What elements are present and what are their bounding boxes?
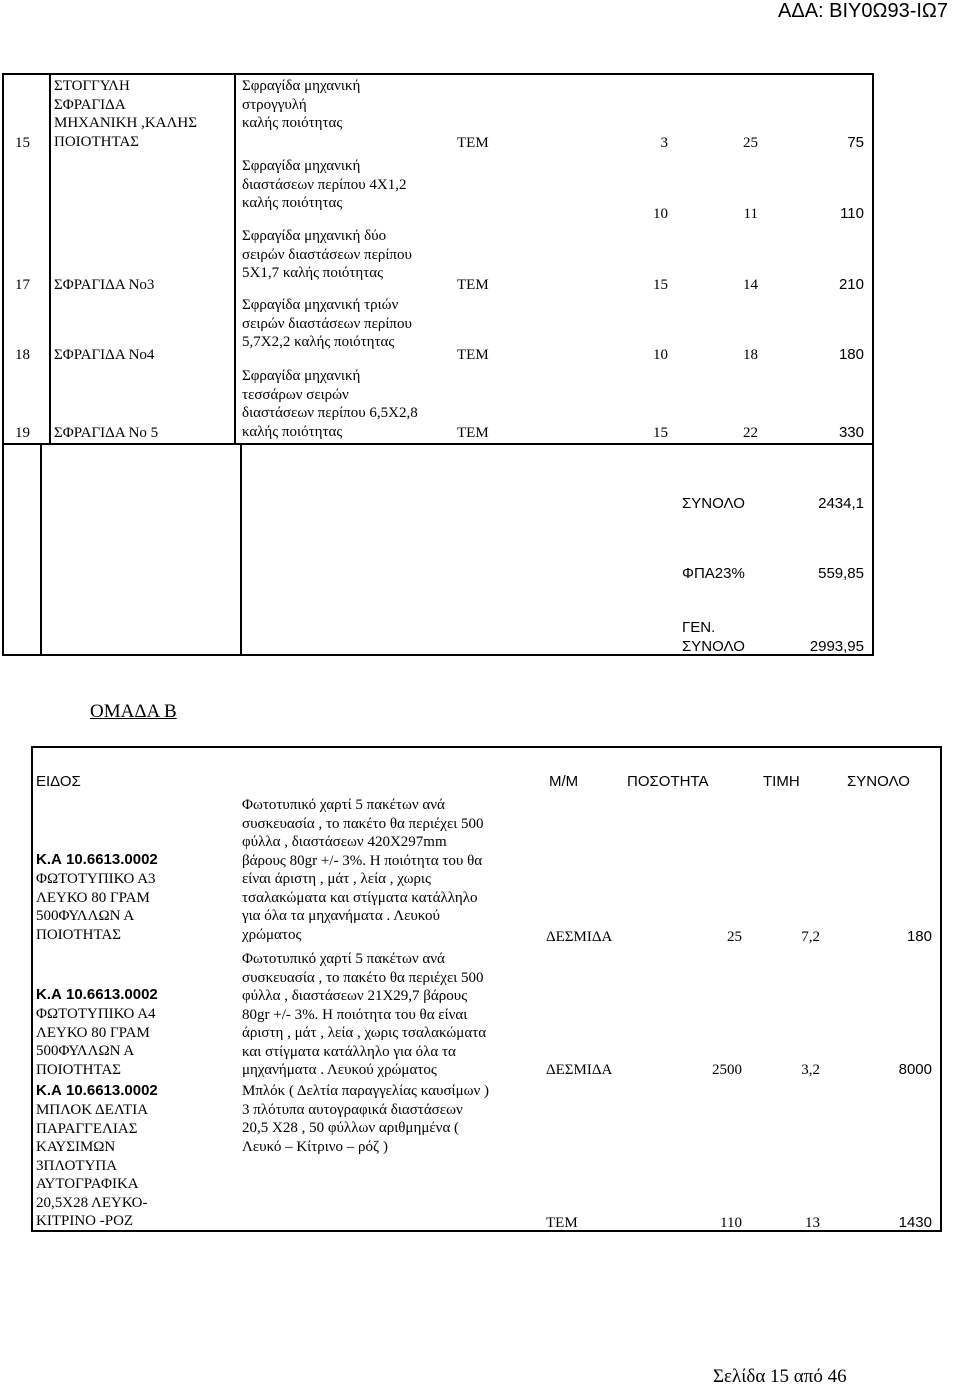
item-unit: ΤΕΜ — [546, 1215, 578, 1231]
header-total: ΣΥΝΟΛΟ — [847, 773, 910, 790]
row-number: 15 — [15, 135, 30, 151]
item-total: 1430 — [898, 1214, 932, 1231]
table-b-top-border — [31, 746, 942, 748]
item-price: 25 — [743, 135, 758, 151]
item-description: Σφραγίδα μηχανική δύο σειρών διαστάσεων περίπου 5Χ1,7 καλής ποιότητας — [242, 228, 412, 281]
item-quantity: 10 — [653, 347, 668, 363]
table-a-summary-divider-1 — [40, 443, 42, 656]
item-code: Κ.Α 10.6613.0002 — [36, 851, 158, 868]
item-quantity: 15 — [653, 277, 668, 293]
row-number: 17 — [15, 277, 30, 293]
item-description: Σφραγίδα μηχανική τριών σειρών διαστάσεων περίπου 5,7Χ2,2 καλής ποιότητας — [242, 297, 412, 350]
vat-label: ΦΠΑ23% — [682, 565, 745, 582]
grand-total-label: ΓΕΝ. ΣΥΝΟΛΟ — [682, 619, 745, 655]
sum-label: ΣΥΝΟΛΟ — [682, 495, 745, 512]
table-a-summary-top-border — [2, 443, 874, 445]
item-price: 11 — [743, 206, 758, 222]
item-price: 3,2 — [801, 1062, 820, 1078]
item-unit: ΔΕΣΜΙΔΑ — [546, 1062, 613, 1078]
item-name: ΦΩΤΟΤΥΠΙΚΟ Α4 ΛΕΥΚΟ 80 ΓΡΑΜ 500ΦΥΛΛΩΝ Α ΠΟΙΟΤΗΤΑΣ — [36, 1006, 156, 1078]
table-a-col-divider-2 — [234, 73, 236, 444]
item-code: Κ.Α 10.6613.0002 — [36, 1082, 158, 1099]
table-a-summary-divider-2 — [240, 443, 242, 656]
group-title: ΟΜΑΔΑ Β — [90, 701, 177, 722]
page-header-code: ΑΔΑ: ΒΙΥ0Ω93-ΙΩ7 — [778, 0, 948, 22]
sum-value: 2434,1 — [818, 495, 864, 512]
item-quantity: 25 — [727, 929, 742, 945]
item-quantity: 10 — [653, 206, 668, 222]
table-a-right-border — [872, 73, 874, 656]
item-unit: ΤΕΜ — [457, 425, 489, 441]
item-total: 110 — [840, 205, 864, 222]
table-a-top-border — [2, 73, 874, 75]
item-name: ΜΠΛΟΚ ΔΕΛΤΙΑ ΠΑΡΑΓΓΕΛΙΑΣ ΚΑΥΣΙΜΩΝ 3ΠΛΟΤΥΠΑ ΑΥΤΟΓΡΑΦΙΚΑ 20,5Χ28 ΛΕΥΚΟ- ΚΙΤΡΙΝΟ -ΡΟΖ — [36, 1102, 149, 1229]
item-total: 75 — [847, 134, 864, 151]
item-quantity: 110 — [720, 1215, 742, 1231]
item-quantity: 3 — [660, 135, 668, 151]
item-name: ΣΤΟΓΓΥΛΗ ΣΦΡΑΓΙΔΑ ΜΗΧΑΝΙΚΗ ,ΚΑΛΗΣ ΠΟΙΟΤΗΤΑΣ — [54, 78, 197, 150]
item-unit: ΤΕΜ — [457, 135, 489, 151]
item-name: ΣΦΡΑΓΙΔΑ Νο3 — [54, 277, 155, 293]
item-unit: ΤΕΜ — [457, 347, 489, 363]
header-item: ΕΙΔΟΣ — [36, 773, 81, 790]
item-description: Φωτοτυπικό χαρτί 5 πακέτων ανά συσκευασία , το πακέτο θα περιέχει 500 φύλλα , διαστάσεων 21Χ29,7 βάρους 80gr +/- 3%. Η ποιότητα του θα είναι άριστη , μάτ , λεία , χωρις τσαλακώματα και στίγματα κατάλληλο για όλα τα μηχανήματα . Λευκού χρώματος — [242, 951, 487, 1078]
item-unit: ΔΕΣΜΙΔΑ — [546, 929, 613, 945]
item-description: Σφραγίδα μηχανική διαστάσεων περίπου 4Χ1,2 καλής ποιότητας — [242, 158, 407, 211]
item-total: 210 — [838, 276, 864, 293]
item-name: ΣΦΡΑΓΙΔΑ Νο4 — [54, 347, 155, 363]
item-name: ΣΦΡΑΓΙΔΑ Νο 5 — [54, 425, 159, 441]
table-b-right-border — [940, 746, 942, 1232]
item-price: 14 — [743, 277, 758, 293]
item-price: 13 — [805, 1215, 820, 1231]
item-price: 7,2 — [801, 929, 820, 945]
row-number: 19 — [15, 425, 30, 441]
table-a-left-border — [2, 73, 4, 656]
item-description: Σφραγίδα μηχανική τεσσάρων σειρών διαστάσεων περίπου 6,5Χ2,8 καλής ποιότητας — [242, 368, 418, 440]
item-quantity: 2500 — [712, 1062, 742, 1078]
header-quantity: ΠΟΣΟΤΗΤΑ — [627, 773, 709, 790]
header-unit: Μ/Μ — [549, 773, 579, 790]
item-price: 22 — [743, 425, 758, 441]
vat-value: 559,85 — [818, 565, 864, 582]
item-total: 180 — [838, 346, 864, 363]
item-price: 18 — [743, 347, 758, 363]
page-footer: Σελίδα 15 από 46 — [713, 1366, 847, 1387]
item-description: Φωτοτυπικό χαρτί 5 πακέτων ανά συσκευασία , το πακέτο θα περιέχει 500 φύλλα , διαστάσεων 420Χ297mm βάρους 80gr +/- 3%. Η ποιότητα του θα είναι άριστη , μάτ , λεία , χωρις τσαλακώματα και στίγματα κατάλληλο για όλα τα μηχανήματα . Λευκού χρώματος — [242, 797, 484, 943]
item-quantity: 15 — [653, 425, 668, 441]
table-b-left-border — [31, 746, 33, 1232]
item-total: 8000 — [898, 1061, 932, 1078]
grand-total-value: 2993,95 — [809, 638, 864, 655]
item-name: ΦΩΤΟΤΥΠΙΚΟ Α3 ΛΕΥΚΟ 80 ΓΡΑΜ 500ΦΥΛΛΩΝ Α ΠΟΙΟΤΗΤΑΣ — [36, 871, 156, 943]
item-description: Σφραγίδα μηχανική στρογγυλή καλής ποιότητας — [242, 78, 361, 131]
header-price: ΤΙΜΗ — [763, 773, 800, 790]
table-a-col-divider-1 — [49, 73, 51, 444]
item-total: 180 — [906, 928, 932, 945]
item-code: Κ.Α 10.6613.0002 — [36, 986, 158, 1003]
item-total: 330 — [838, 424, 864, 441]
row-number: 18 — [15, 347, 30, 363]
item-unit: ΤΕΜ — [457, 277, 489, 293]
item-description: Μπλόκ ( Δελτία παραγγελίας καυσίμων ) 3 πλότυπα αυτογραφικά διαστάσεων 20,5 Χ28 , 50 φύλλων αριθμημένα ( Λευκό – Κίτρινο – ρόζ ) — [242, 1083, 490, 1155]
